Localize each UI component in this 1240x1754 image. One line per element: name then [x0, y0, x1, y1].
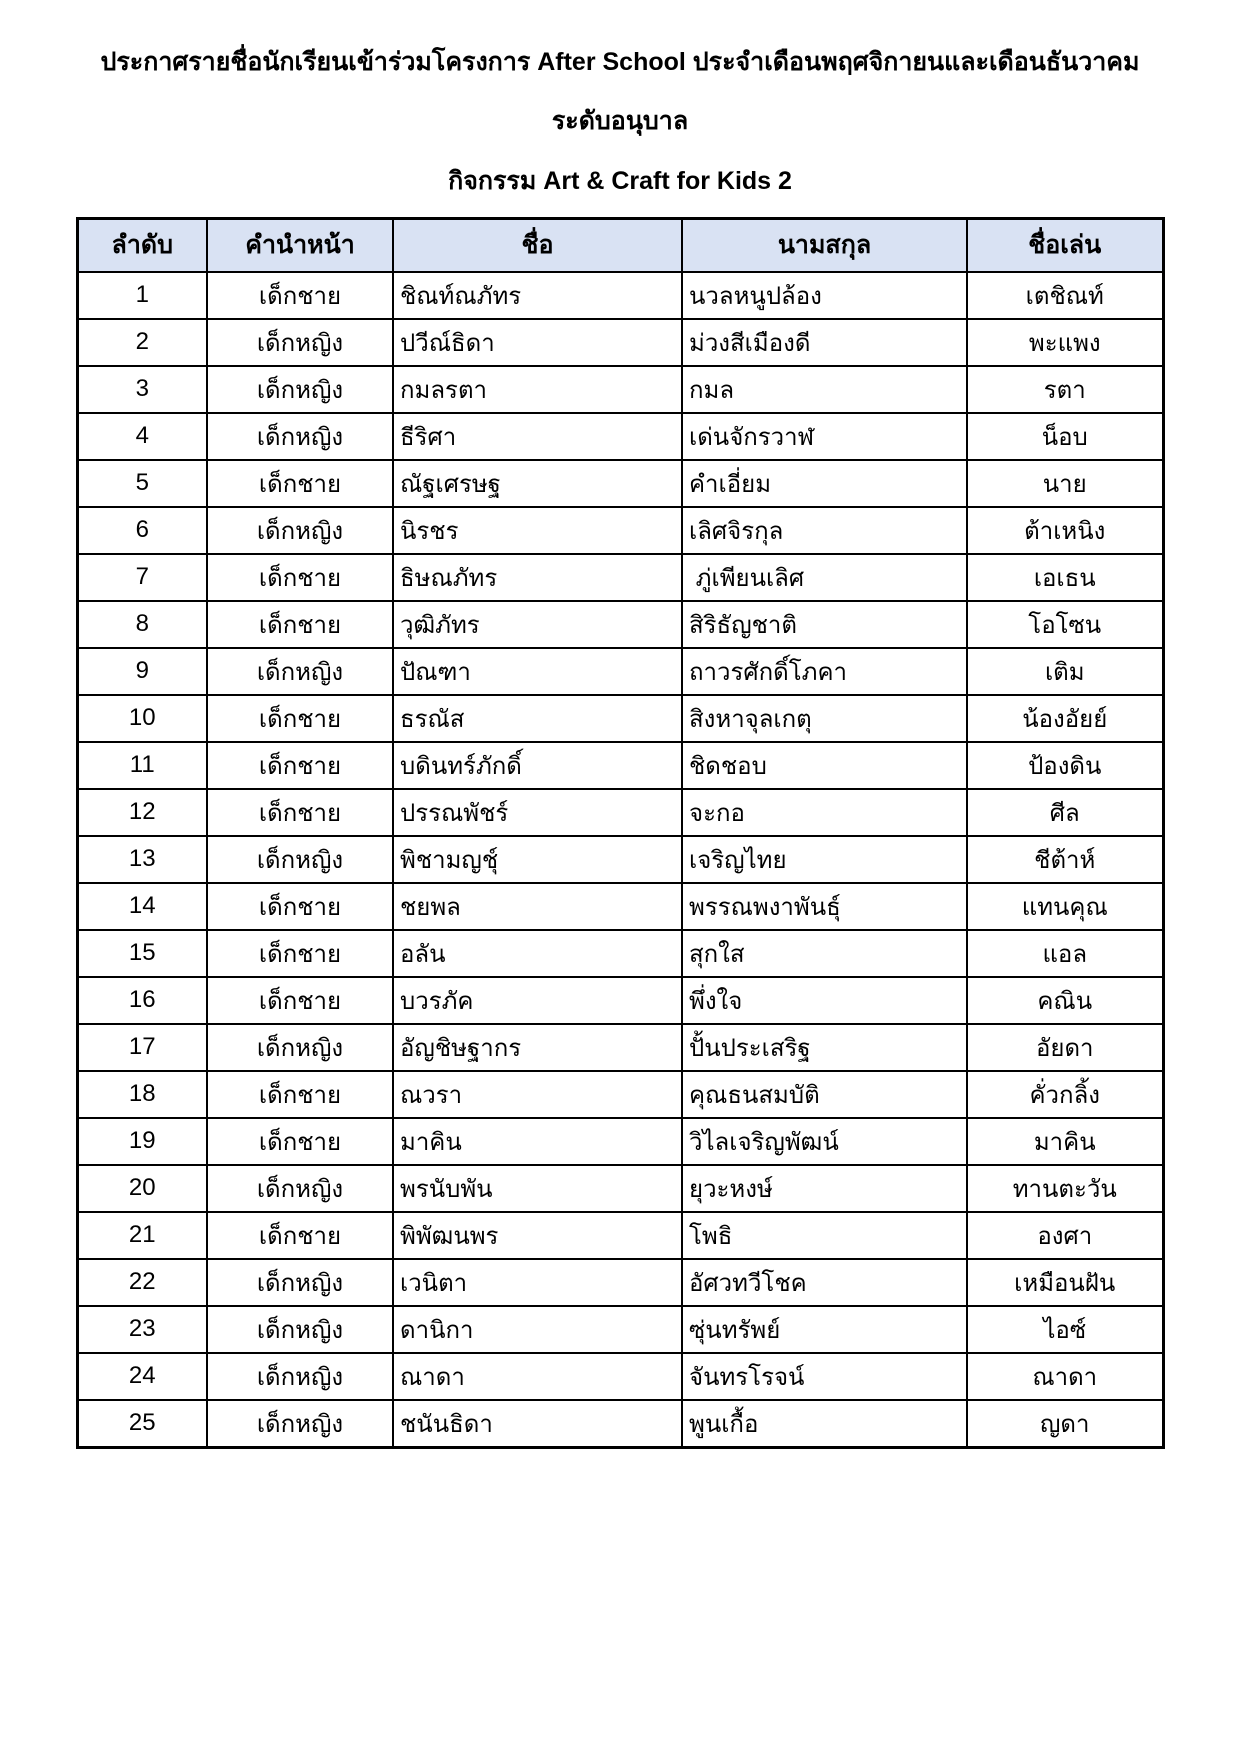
first-name-cell: ปวีณ์ธิดา	[393, 319, 682, 366]
last-name-cell: โพธิ	[682, 1212, 967, 1259]
table-row	[77, 601, 1163, 648]
row-number-cell: 9	[77, 648, 207, 695]
table-row	[77, 507, 1163, 554]
last-name-cell: เด่นจักรวาฬ	[682, 413, 967, 460]
last-name-cell: ม่วงสีเมืองดี	[682, 319, 967, 366]
first-name-cell: เวนิตา	[393, 1259, 682, 1306]
row-number-cell: 7	[77, 554, 207, 601]
last-name-cell: ชิดชอบ	[682, 742, 967, 789]
prefix-cell: เด็กชาย	[207, 601, 393, 648]
prefix-cell: เด็กชาย	[207, 460, 393, 507]
prefix-cell: เด็กชาย	[207, 695, 393, 742]
first-name-cell: นิรชร	[393, 507, 682, 554]
nickname-cell: พะแพง	[967, 319, 1163, 366]
nickname-cell: มาคิน	[967, 1118, 1163, 1165]
nickname-cell: ทานตะวัน	[967, 1165, 1163, 1212]
table-row	[77, 883, 1163, 930]
last-name-cell: พรรณพงาพันธุ์	[682, 883, 967, 930]
first-name-cell: ณาดา	[393, 1353, 682, 1400]
nickname-cell: องศา	[967, 1212, 1163, 1259]
table-row	[77, 1212, 1163, 1259]
nickname-cell: คั่วกลิ้ง	[967, 1071, 1163, 1118]
first-name-cell: ชยพล	[393, 883, 682, 930]
row-number-cell: 24	[77, 1353, 207, 1400]
prefix-cell: เด็กหญิง	[207, 1400, 393, 1448]
table-row	[77, 413, 1163, 460]
last-name-cell: ถาวรศักดิ์โภคา	[682, 648, 967, 695]
last-name-cell: ยุวะหงษ์	[682, 1165, 967, 1212]
first-name-cell: อลัน	[393, 930, 682, 977]
last-name-cell: สุกใส	[682, 930, 967, 977]
table-row	[77, 1165, 1163, 1212]
prefix-cell: เด็กชาย	[207, 1118, 393, 1165]
nickname-cell: รตา	[967, 366, 1163, 413]
last-name-cell: สิงหาจุลเกตุ	[682, 695, 967, 742]
nickname-cell: เตชิณท์	[967, 272, 1163, 319]
first-name-cell: ดานิกา	[393, 1306, 682, 1353]
nickname-cell: ไอซ์	[967, 1306, 1163, 1353]
prefix-cell: เด็กหญิง	[207, 1259, 393, 1306]
last-name-cell: จันทรโรจน์	[682, 1353, 967, 1400]
column-header-nickname: ชื่อเล่น	[967, 218, 1163, 272]
table-row	[77, 930, 1163, 977]
row-number-cell: 20	[77, 1165, 207, 1212]
row-number-cell: 18	[77, 1071, 207, 1118]
first-name-cell: พิพัฒนพร	[393, 1212, 682, 1259]
prefix-cell: เด็กหญิง	[207, 319, 393, 366]
table-row	[77, 1306, 1163, 1353]
row-number-cell: 15	[77, 930, 207, 977]
first-name-cell: ธิษณภัทร	[393, 554, 682, 601]
prefix-cell: เด็กหญิง	[207, 366, 393, 413]
table-row	[77, 695, 1163, 742]
nickname-cell: คณิน	[967, 977, 1163, 1024]
last-name-cell: อัศวทวีโชค	[682, 1259, 967, 1306]
row-number-cell: 21	[77, 1212, 207, 1259]
first-name-cell: พิชามญชุ์	[393, 836, 682, 883]
nickname-cell: แอล	[967, 930, 1163, 977]
prefix-cell: เด็กชาย	[207, 1071, 393, 1118]
first-name-cell: วุฒิภัทร	[393, 601, 682, 648]
prefix-cell: เด็กชาย	[207, 883, 393, 930]
column-header-lastname: นามสกุล	[682, 218, 967, 272]
table-row	[77, 648, 1163, 695]
prefix-cell: เด็กหญิง	[207, 1353, 393, 1400]
last-name-cell: ซุ่นทรัพย์	[682, 1306, 967, 1353]
row-number-cell: 14	[77, 883, 207, 930]
table-row	[77, 272, 1163, 319]
prefix-cell: เด็กหญิง	[207, 648, 393, 695]
column-header-firstname: ชื่อ	[393, 218, 682, 272]
prefix-cell: เด็กหญิง	[207, 836, 393, 883]
nickname-cell: ศีล	[967, 789, 1163, 836]
prefix-cell: เด็กชาย	[207, 742, 393, 789]
table-row	[77, 319, 1163, 366]
table-header-row	[77, 218, 1163, 272]
page-title: ประกาศรายชื่อนักเรียนเข้าร่วมโครงการ After School ประจำเดือนพฤศจิกายนและเดือนธันวาคม	[100, 48, 1140, 76]
prefix-cell: เด็กหญิง	[207, 1306, 393, 1353]
table-row	[77, 1024, 1163, 1071]
title-block	[0, 46, 1240, 201]
first-name-cell: ปรรณพัชร์	[393, 789, 682, 836]
nickname-cell: ญดา	[967, 1400, 1163, 1448]
first-name-cell: มาคิน	[393, 1118, 682, 1165]
row-number-cell: 6	[77, 507, 207, 554]
prefix-cell: เด็กหญิง	[207, 507, 393, 554]
table-row	[77, 1400, 1163, 1448]
nickname-cell: โอโซน	[967, 601, 1163, 648]
first-name-cell: อัญชิษฐากร	[393, 1024, 682, 1071]
row-number-cell: 1	[77, 272, 207, 319]
row-number-cell: 12	[77, 789, 207, 836]
prefix-cell: เด็กหญิง	[207, 413, 393, 460]
first-name-cell: ธีริศา	[393, 413, 682, 460]
table-row	[77, 460, 1163, 507]
last-name-cell: คุณธนสมบัติ	[682, 1071, 967, 1118]
table-row	[77, 1118, 1163, 1165]
row-number-cell: 16	[77, 977, 207, 1024]
prefix-cell: เด็กชาย	[207, 789, 393, 836]
table-row	[77, 836, 1163, 883]
last-name-cell: จะกอ	[682, 789, 967, 836]
last-name-cell: คำเอี่ยม	[682, 460, 967, 507]
first-name-cell: ณวรา	[393, 1071, 682, 1118]
table-row	[77, 554, 1163, 601]
first-name-cell: ชนันธิดา	[393, 1400, 682, 1448]
row-number-cell: 19	[77, 1118, 207, 1165]
nickname-cell: นาย	[967, 460, 1163, 507]
student-table-body	[77, 272, 1163, 1448]
nickname-cell: น็อบ	[967, 413, 1163, 460]
last-name-cell: เจริญไทย	[682, 836, 967, 883]
prefix-cell: เด็กชาย	[207, 554, 393, 601]
column-header-number: ลำดับ	[77, 218, 207, 272]
table-row	[77, 1353, 1163, 1400]
nickname-cell: ณาดา	[967, 1353, 1163, 1400]
column-header-prefix: คำนำหน้า	[207, 218, 393, 272]
last-name-cell: เลิศจิรกุล	[682, 507, 967, 554]
row-number-cell: 25	[77, 1400, 207, 1448]
nickname-cell: แทนคุณ	[967, 883, 1163, 930]
first-name-cell: บวรภัค	[393, 977, 682, 1024]
prefix-cell: เด็กหญิง	[207, 1024, 393, 1071]
row-number-cell: 22	[77, 1259, 207, 1306]
table-row	[77, 977, 1163, 1024]
first-name-cell: พรนับพัน	[393, 1165, 682, 1212]
nickname-cell: เติม	[967, 648, 1163, 695]
nickname-cell: ชีต้าห์	[967, 836, 1163, 883]
last-name-cell: วิไลเจริญพัฒน์	[682, 1118, 967, 1165]
last-name-cell: ภู่เพียนเลิศ	[682, 554, 967, 601]
first-name-cell: บดินทร์ภักดิ์	[393, 742, 682, 789]
row-number-cell: 8	[77, 601, 207, 648]
row-number-cell: 17	[77, 1024, 207, 1071]
last-name-cell: สิริธัญชาติ	[682, 601, 967, 648]
first-name-cell: ปัณฑา	[393, 648, 682, 695]
last-name-cell: ปั้นประเสริฐ	[682, 1024, 967, 1071]
row-number-cell: 10	[77, 695, 207, 742]
first-name-cell: ธรณัส	[393, 695, 682, 742]
row-number-cell: 2	[77, 319, 207, 366]
nickname-cell: ต้าเหนิง	[967, 507, 1163, 554]
row-number-cell: 13	[77, 836, 207, 883]
row-number-cell: 4	[77, 413, 207, 460]
grade-level-subtitle: ระดับอนุบาล	[551, 106, 689, 135]
table-row	[77, 1071, 1163, 1118]
row-number-cell: 3	[77, 366, 207, 413]
last-name-cell: พูนเกื้อ	[682, 1400, 967, 1448]
prefix-cell: เด็กชาย	[207, 272, 393, 319]
first-name-cell: ณัฐเศรษฐ	[393, 460, 682, 507]
student-roster-table	[76, 217, 1165, 1449]
nickname-cell: น้องอัยย์	[967, 695, 1163, 742]
first-name-cell: ชิณท์ณภัทร	[393, 272, 682, 319]
table-row	[77, 789, 1163, 836]
prefix-cell: เด็กชาย	[207, 1212, 393, 1259]
nickname-cell: เหมือนฝัน	[967, 1259, 1163, 1306]
nickname-cell: ป้องดิน	[967, 742, 1163, 789]
prefix-cell: เด็กชาย	[207, 930, 393, 977]
table-row	[77, 366, 1163, 413]
table-row	[77, 742, 1163, 789]
last-name-cell: นวลหนูปล้อง	[682, 272, 967, 319]
nickname-cell: อัยดา	[967, 1024, 1163, 1071]
row-number-cell: 23	[77, 1306, 207, 1353]
row-number-cell: 11	[77, 742, 207, 789]
prefix-cell: เด็กหญิง	[207, 1165, 393, 1212]
nickname-cell: เอเธน	[967, 554, 1163, 601]
row-number-cell: 5	[77, 460, 207, 507]
last-name-cell: กมล	[682, 366, 967, 413]
table-row	[77, 1259, 1163, 1306]
prefix-cell: เด็กชาย	[207, 977, 393, 1024]
activity-subtitle: กิจกรรม Art & Craft for Kids 2	[448, 166, 792, 195]
last-name-cell: พึ่งใจ	[682, 977, 967, 1024]
first-name-cell: กมลรตา	[393, 366, 682, 413]
